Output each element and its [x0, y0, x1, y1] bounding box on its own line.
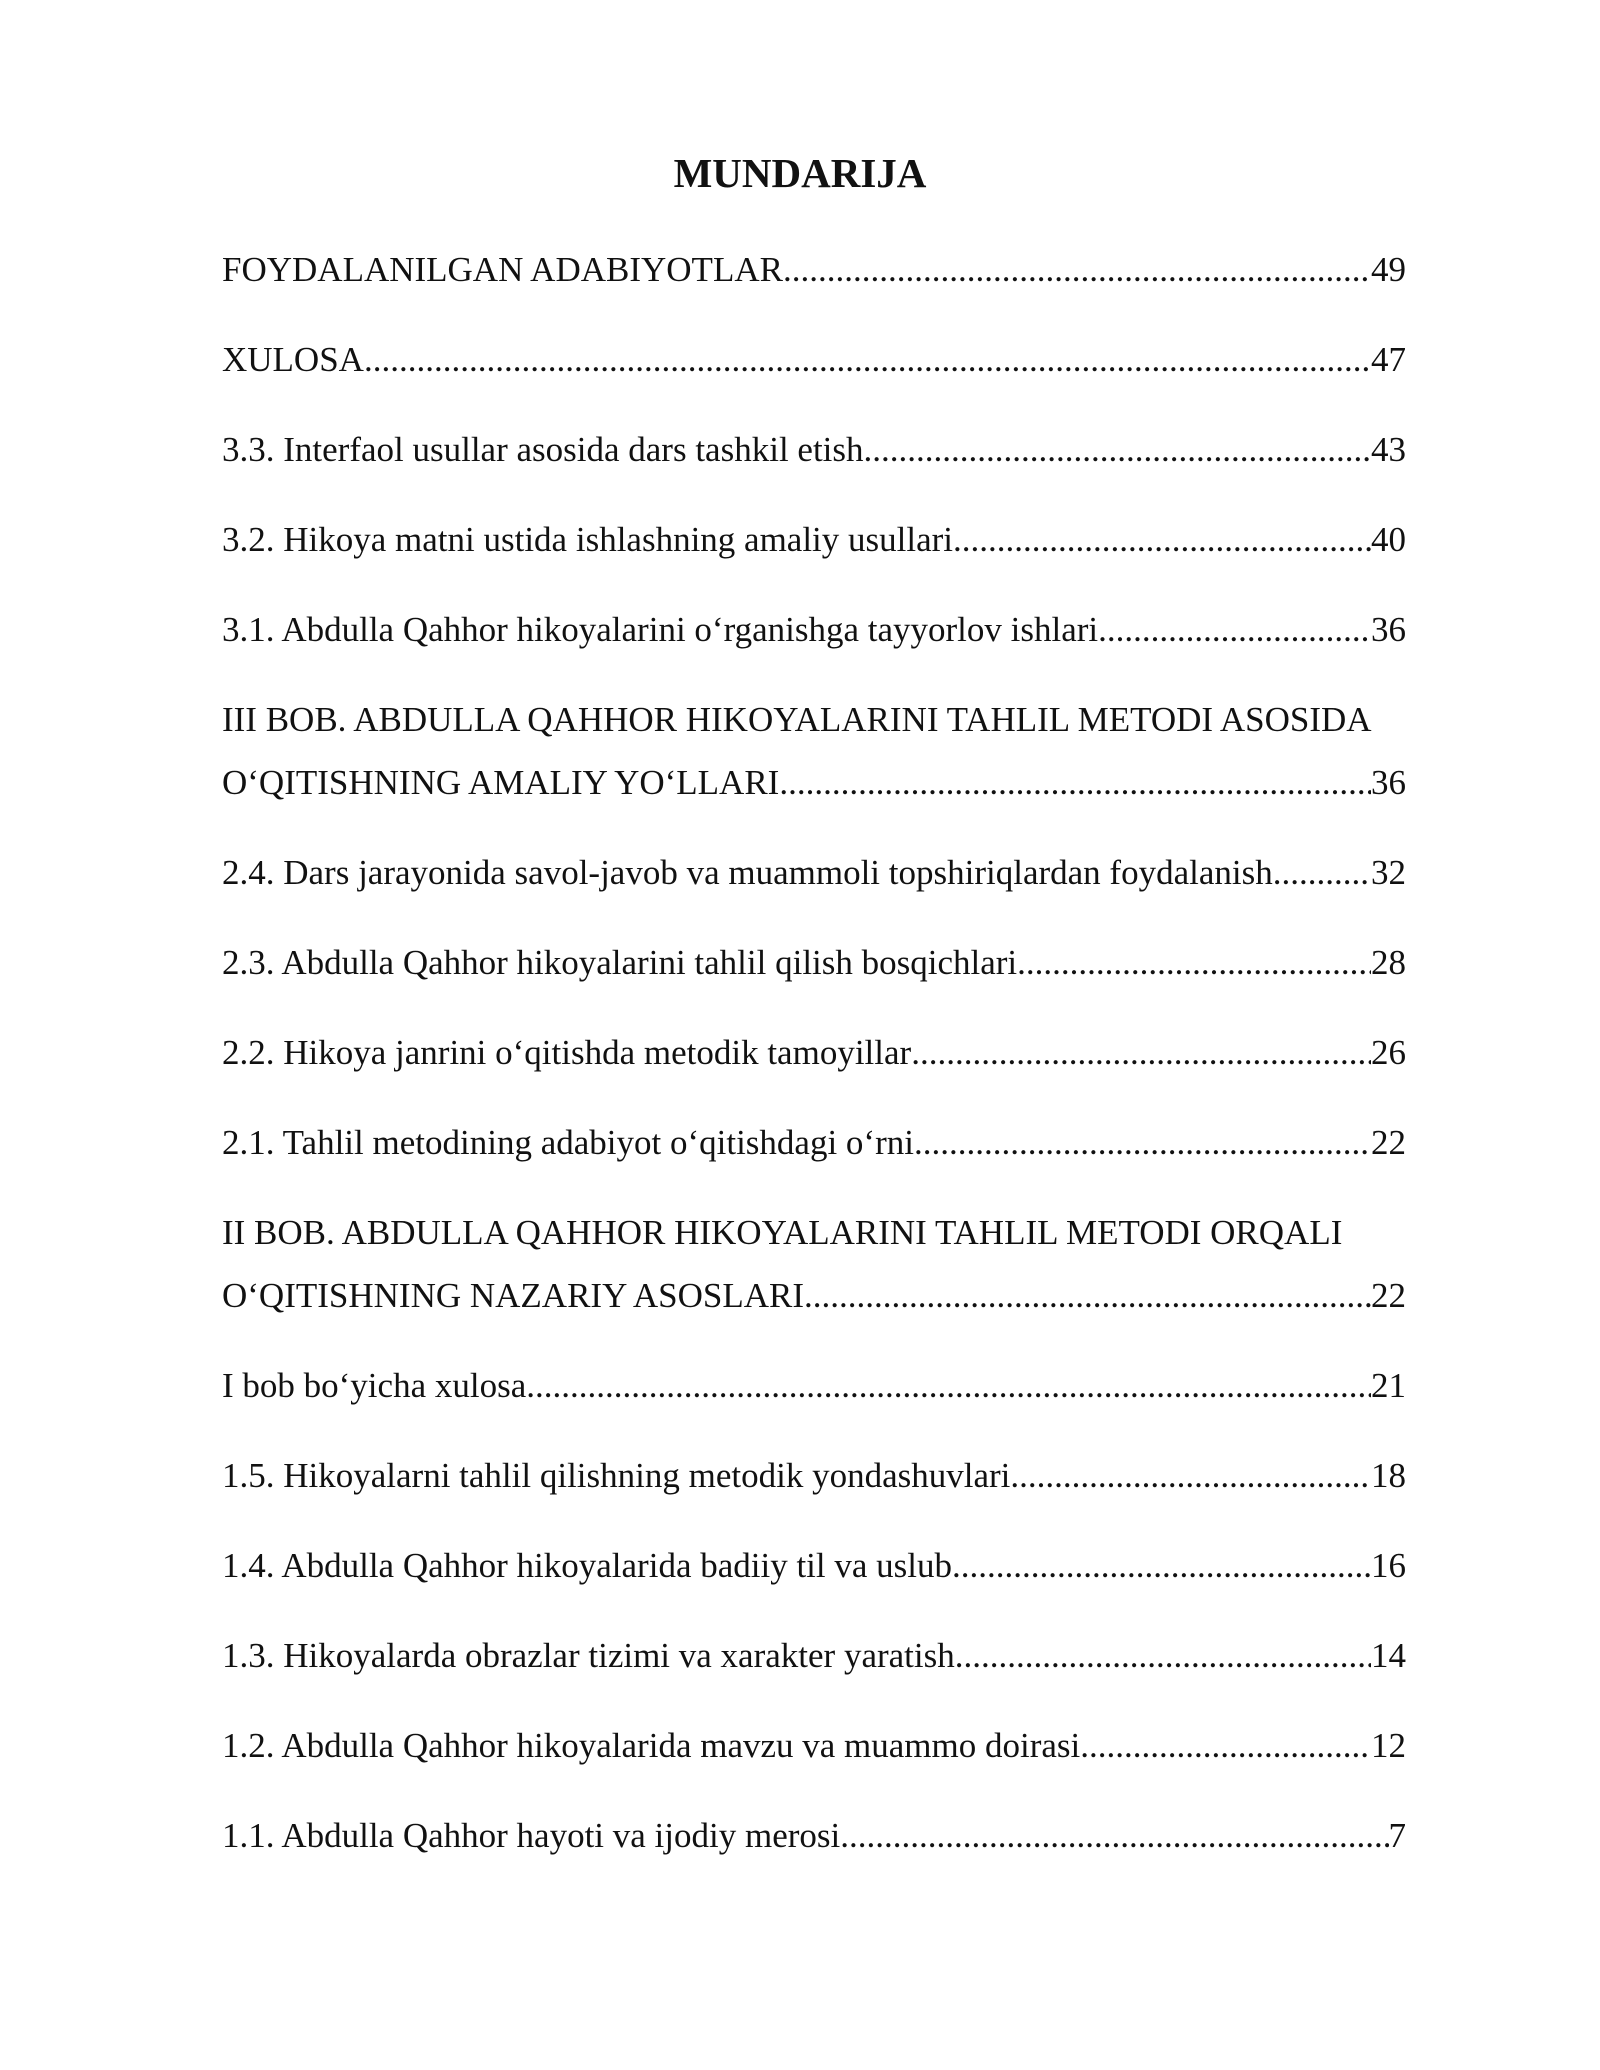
toc-page-number: 26: [1371, 1033, 1406, 1072]
toc-entry-label: 1.5. Hikoyalarni tahlil qilishning metodik yondashuvlari: [222, 1456, 1011, 1495]
toc-entry-label: 3.2. Hikoya matni ustida ishlashning amaliy usullari: [222, 520, 954, 559]
toc-page-number: 12: [1371, 1726, 1406, 1765]
toc-page-number: 14: [1371, 1636, 1406, 1675]
toc-entry-label: I bob bo‘yicha xulosa: [222, 1366, 527, 1405]
toc-page-number: 28: [1371, 943, 1406, 982]
toc-entry-conclusion[interactable]: [222, 328, 1406, 391]
toc-leader-dots: [526, 1354, 1371, 1417]
toc-leader-dots: [955, 1624, 1371, 1687]
toc-entry-1-3[interactable]: [222, 1624, 1406, 1687]
toc-entry-label: XULOSA: [222, 340, 364, 379]
toc-entry-label: 1.3. Hikoyalarda obrazlar tizimi va xarakter yaratish: [222, 1636, 955, 1675]
toc-leader-dots: [953, 508, 1371, 571]
toc-entry-1-2[interactable]: [222, 1714, 1406, 1777]
toc-entry-1-1[interactable]: [222, 1804, 1406, 1867]
toc-leader-dots: [1080, 1714, 1371, 1777]
table-of-contents: [222, 238, 1406, 1894]
toc-entry-label: 2.3. Abdulla Qahhor hikoyalarini tahlil qilish bosqichlari: [222, 943, 1018, 982]
toc-page-number: 32: [1371, 853, 1406, 892]
toc-page-number: 7: [1388, 1816, 1406, 1855]
toc-leader-dots: [914, 1111, 1371, 1174]
toc-entry-label: 2.1. Tahlil metodining adabiyot o‘qitishdagi o‘rni: [222, 1123, 914, 1162]
toc-leader-dots: [1098, 598, 1371, 661]
toc-entry-chapter-2[interactable]: [222, 1201, 1406, 1327]
toc-entry-1-4[interactable]: [222, 1534, 1406, 1597]
toc-leader-dots: [804, 1264, 1371, 1327]
toc-leader-dots: [779, 751, 1371, 814]
toc-entry-2-2[interactable]: [222, 1021, 1406, 1084]
toc-entry-label: FOYDALANILGAN ADABIYOTLAR: [222, 250, 783, 289]
toc-page-number: 21: [1371, 1366, 1406, 1405]
toc-entry-2-3[interactable]: [222, 931, 1406, 994]
toc-leader-dots: [1273, 841, 1371, 904]
toc-entry-label: 2.4. Dars jarayonida savol-javob va muammoli topshiriqlardan foydalanish: [222, 853, 1273, 892]
toc-page-number: 43: [1371, 430, 1406, 469]
toc-page-number: 40: [1371, 520, 1406, 559]
toc-leader-dots: [364, 328, 1371, 391]
page-title: MUNDARIJA: [673, 150, 927, 196]
toc-page-number: 36: [1371, 610, 1406, 649]
toc-entry-label-line2: O‘QITISHNING AMALIY YO‘LLARI: [222, 763, 780, 802]
toc-entry-label-line2: O‘QITISHNING NAZARIY ASOSLARI: [222, 1276, 805, 1315]
toc-entry-label: 2.2. Hikoya janrini o‘qitishda metodik tamoyillar: [222, 1033, 912, 1072]
toc-entry-label: 3.1. Abdulla Qahhor hikoyalarini o‘rganishga tayyorlov ishlari: [222, 610, 1099, 649]
toc-entry-2-4[interactable]: [222, 841, 1406, 904]
toc-entry-label-line1: II BOB. ABDULLA QAHHOR HIKOYALARINI TAHLIL METODI ORQALI: [222, 1213, 1343, 1252]
toc-entry-label: 1.2. Abdulla Qahhor hikoyalarida mavzu va muammo doirasi: [222, 1726, 1081, 1765]
toc-page-number: 22: [1371, 1276, 1406, 1315]
toc-entry-1-5[interactable]: [222, 1444, 1406, 1507]
toc-leader-dots: [1017, 931, 1371, 994]
toc-entry-2-1[interactable]: [222, 1111, 1406, 1174]
toc-entry-label: 1.4. Abdulla Qahhor hikoyalarida badiiy til va uslub: [222, 1546, 953, 1585]
toc-page-number: 49: [1371, 250, 1406, 289]
toc-page-number: 16: [1371, 1546, 1406, 1585]
toc-entry-chapter-1-conclusion[interactable]: [222, 1354, 1406, 1417]
toc-leader-dots: [952, 1534, 1371, 1597]
toc-leader-dots: [864, 418, 1371, 481]
toc-entry-3-1[interactable]: [222, 598, 1406, 661]
toc-entry-3-2[interactable]: [222, 508, 1406, 571]
toc-page-number: 36: [1371, 763, 1406, 802]
toc-entry-label: 1.1. Abdulla Qahhor hayoti va ijodiy merosi: [222, 1816, 841, 1855]
toc-page-number: 22: [1371, 1123, 1406, 1162]
toc-entry-chapter-3[interactable]: [222, 688, 1406, 814]
toc-page-number: 47: [1371, 340, 1406, 379]
toc-leader-dots: [1010, 1444, 1371, 1507]
toc-entry-label-line1: III BOB. ABDULLA QAHHOR HIKOYALARINI TAHLIL METODI ASOSIDA: [222, 700, 1372, 739]
toc-entry-3-3[interactable]: [222, 418, 1406, 481]
toc-leader-dots: [840, 1804, 1388, 1867]
toc-leader-dots: [911, 1021, 1371, 1084]
toc-leader-dots: [783, 238, 1371, 301]
toc-entry-label: 3.3. Interfaol usullar asosida dars tashkil etish: [222, 430, 864, 469]
toc-page-number: 18: [1371, 1456, 1406, 1495]
toc-entry-references[interactable]: [222, 238, 1406, 301]
